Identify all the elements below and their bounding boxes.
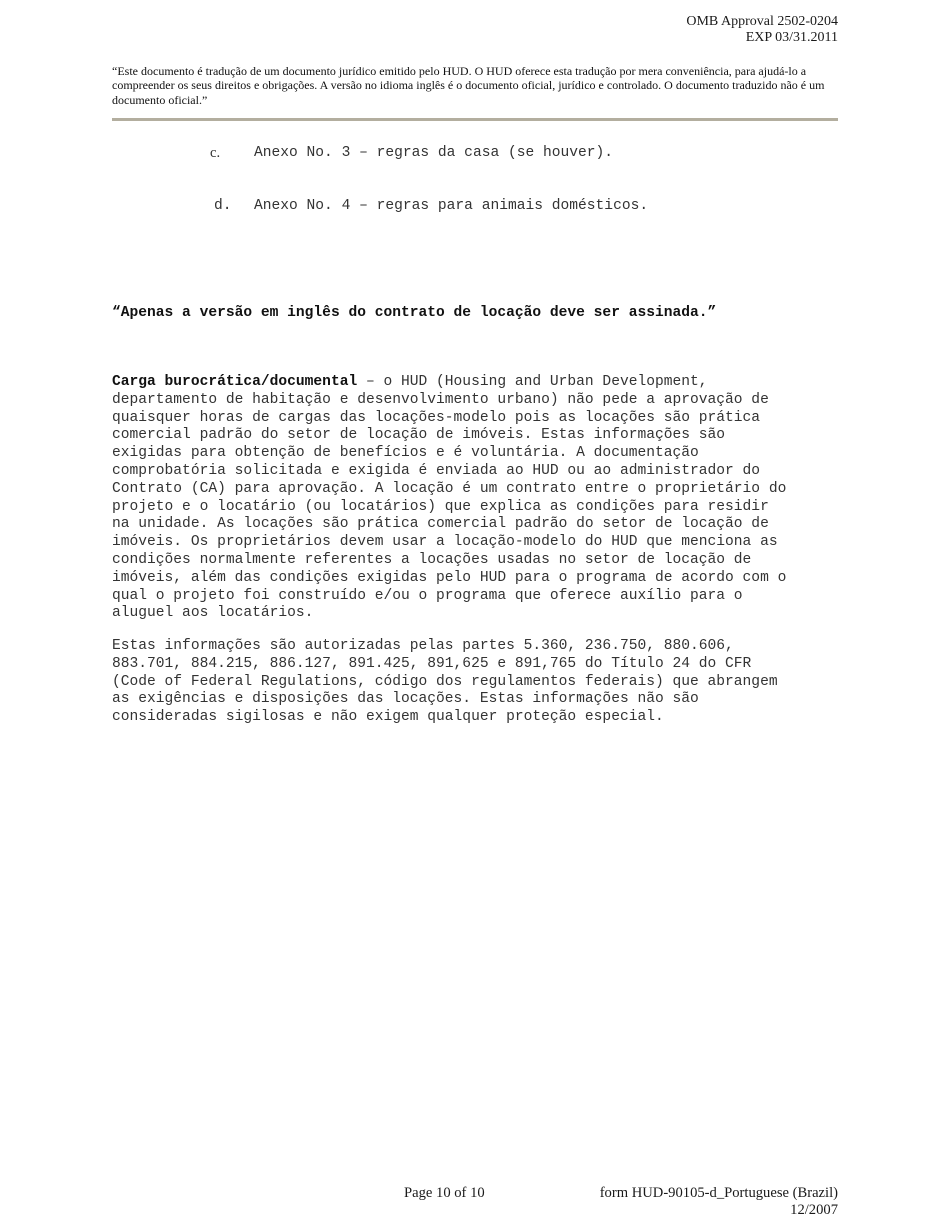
- burden-line: na unidade. As locações são prática comercial padrão do setor de locação de: [112, 516, 769, 533]
- burden-line: Contrato (CA) para aprovação. A locação é um contrato entre o proprietário do: [112, 480, 787, 497]
- omb-approval-number: OMB Approval 2502-0204: [686, 14, 838, 29]
- burden-line: projeto e o locatário (ou locatários) que explica as condições para residir: [112, 498, 769, 515]
- burden-paragraph: [112, 374, 838, 623]
- form-name: form HUD-90105-d_Portuguese (Brazil): [599, 1185, 838, 1201]
- page-number: Page 10 of 10: [404, 1185, 485, 1201]
- burden-line: qual o projeto foi construído e/ou o programa que oferece auxílio para o: [112, 587, 743, 604]
- burden-line: quaisquer horas de cargas das locações-modelo pois as locações são prática: [112, 409, 761, 426]
- authority-line: as exigências e disposições das locações. Estas informações não são: [112, 691, 699, 708]
- omb-expiration: EXP 03/31.2011: [745, 30, 838, 45]
- form-identifier: [600, 1185, 838, 1219]
- burden-line: imóveis, além das condições exigidas pelo HUD para o programa de acordo com o: [112, 569, 787, 586]
- burden-line: imóveis. Os proprietários devem usar a locação-modelo do HUD que menciona as: [112, 534, 778, 551]
- burden-line: aluguel aos locatários.: [112, 605, 314, 622]
- authority-line: (Code of Federal Regulations, código dos regulamentos federais) que abrangem: [112, 673, 778, 690]
- omb-approval-block: [686, 14, 838, 46]
- authority-line: 883.701, 884.215, 886.127, 891.425, 891,625 e 891,765 do Título 24 do CFR: [112, 655, 752, 672]
- burden-heading: Carga burocrática/documental: [112, 374, 358, 390]
- burden-line: comercial padrão do setor de locação de imóveis. Estas informações são: [112, 427, 726, 444]
- burden-line: departamento de habitação e desenvolvimento urbano) não pede a aprovação de: [112, 391, 769, 408]
- authority-line: Estas informações são autorizadas pelas partes 5.360, 236.750, 880.606,: [112, 638, 734, 654]
- authority-line: consideradas sigilosas e não exigem qualquer proteção especial.: [112, 709, 664, 726]
- header-divider: [112, 118, 838, 121]
- form-date: 12/2007: [790, 1202, 838, 1218]
- burden-line: – o HUD (Housing and Urban Development,: [357, 374, 708, 390]
- authority-paragraph: [112, 638, 838, 727]
- burden-line: condições normalmente referentes a locações usadas no setor de locação de: [112, 551, 752, 568]
- burden-line: exigidas para obtenção de benefícios e é voluntária. A documentação: [112, 445, 699, 462]
- attachment-text-c: Anexo No. 3 – regras da casa (se houver).: [254, 145, 614, 161]
- burden-line: comprobatória solicitada e exigida é enviada ao HUD ou ao administrador do: [112, 462, 761, 479]
- translation-disclaimer: “Este documento é tradução de um documento jurídico emitido pelo HUD. O HUD oferece esta tradução por mera conveniência, para ajudá-lo a compreender os seus direitos e obrigações. A versão no idioma inglês é o documento oficial, jurídico e controlado. O documento traduzido não é um documento oficial.”: [112, 64, 825, 107]
- attachment-marker-d: d.: [214, 198, 232, 214]
- attachment-text-d: Anexo No. 4 – regras para animais domésticos.: [254, 198, 649, 214]
- attachment-marker-c: c.: [210, 145, 221, 161]
- signing-note: “Apenas a versão em inglês do contrato de locação deve ser assinada.”: [112, 305, 717, 321]
